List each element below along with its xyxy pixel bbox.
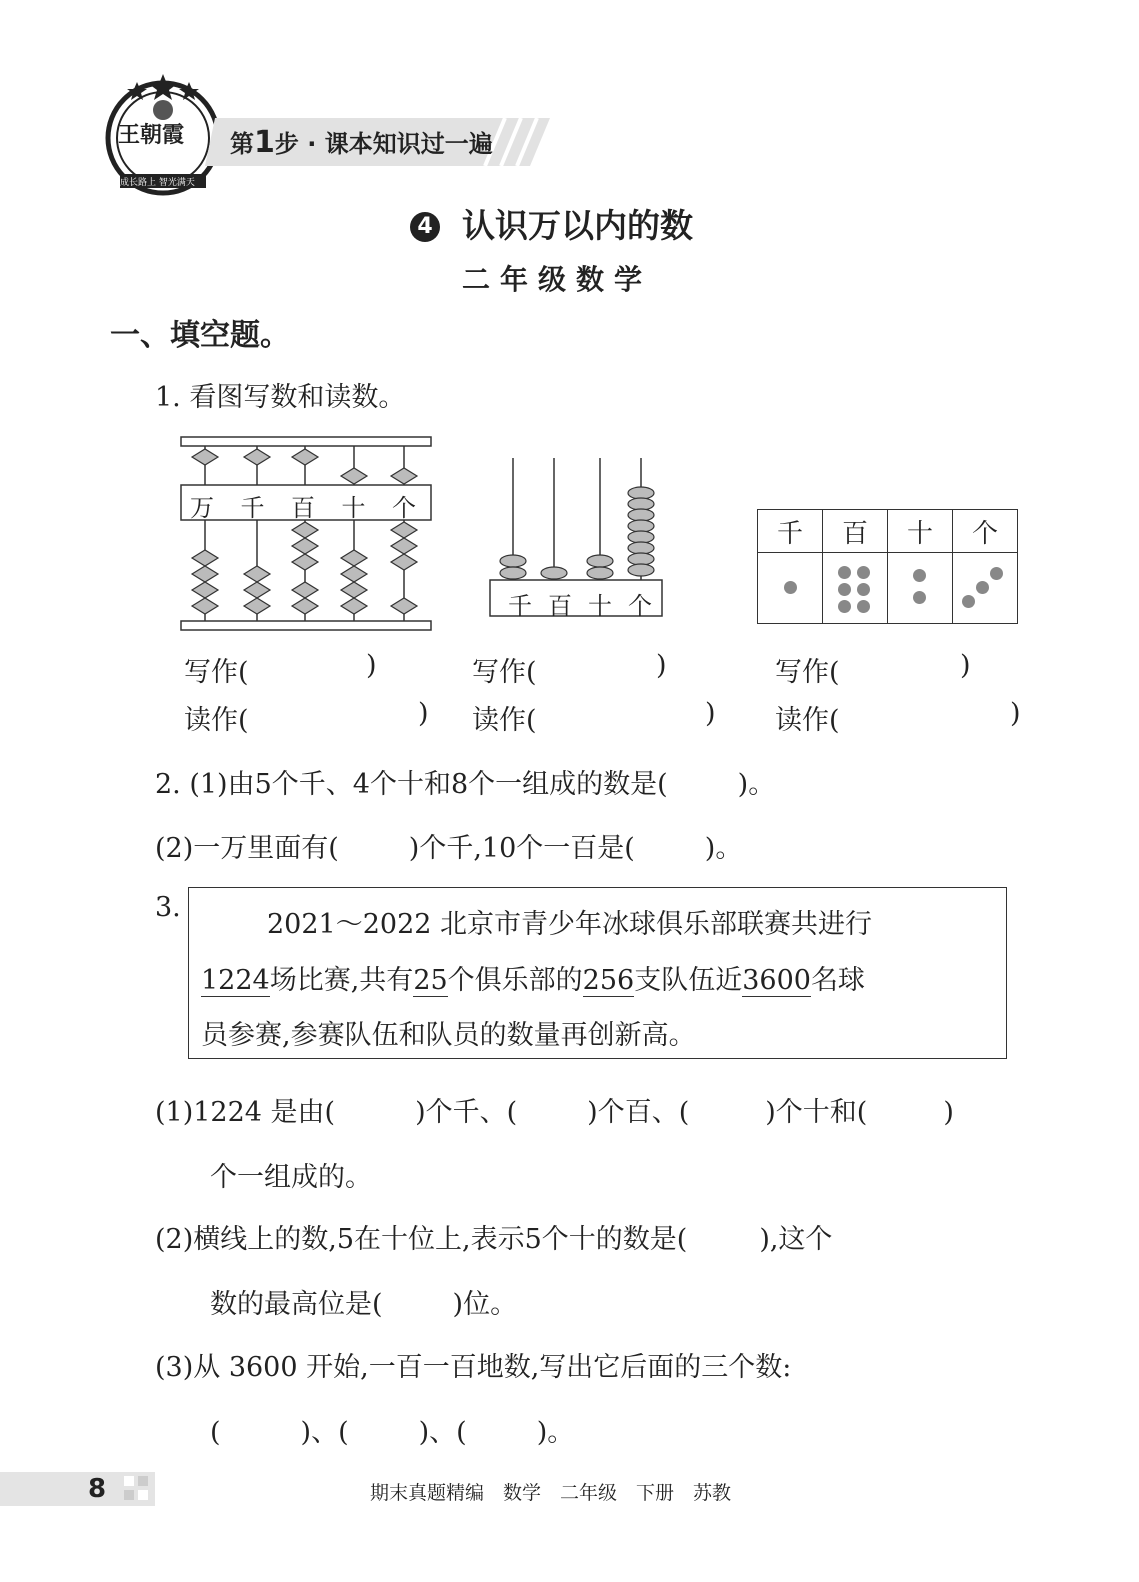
q3-number: 3.: [155, 892, 181, 923]
section-title: 一、填空题。: [110, 318, 290, 353]
q1-title: 1. 看图写数和读数。: [155, 382, 406, 413]
abacus-1-labels: [190, 488, 430, 523]
step-label: 第1步 · 课本知识过一遍: [230, 125, 493, 160]
q3-sub1: (1)1224 是由( )个千、( )个百、( )个十和( ): [155, 1097, 954, 1128]
q3-sub3-blanks: ( )、( )、( )。: [210, 1417, 575, 1448]
q3-passage-box: [188, 887, 1007, 1059]
q2-part1: 2. (1)由5个千、4个十和8个一组成的数是( )。: [155, 769, 776, 800]
abacus-label: 个: [392, 494, 416, 522]
abacus-label: 十: [341, 494, 366, 522]
q2-part2: (2)一万里面有( )个千,10个一百是( )。: [155, 833, 743, 864]
passage-line-1: 2021～2022 北京市青少年冰球俱乐部联赛共进行: [267, 909, 873, 940]
rod-label: 十: [588, 592, 612, 620]
logo-slogan: 成长路上 智光满天: [120, 178, 195, 188]
place-value-table: [757, 509, 1018, 624]
logo-text: 王朝霞: [118, 122, 185, 148]
abacus-label: 千: [240, 494, 265, 522]
rod-label: 百: [548, 592, 572, 620]
write-label-1: 写作(: [184, 657, 249, 688]
write-label-3: 写作(: [775, 657, 840, 688]
write-label-2: 写作(: [472, 657, 537, 688]
rod-label: 千: [508, 592, 532, 620]
rod-label: 个: [628, 592, 652, 620]
thousands-dots: [759, 554, 821, 622]
page-number: 8: [88, 1474, 107, 1504]
place-header: 百: [823, 510, 888, 553]
tens-dots: [889, 554, 951, 622]
q3-sub1-cont: 个一组成的。: [210, 1162, 372, 1193]
abacus-label: 万: [190, 494, 214, 522]
read-label-2: 读作(: [472, 705, 537, 736]
abacus-2-labels: [500, 586, 660, 621]
place-header: 千: [758, 510, 823, 553]
read-label-3: 读作(: [775, 705, 840, 736]
q3-sub2-cont: 数的最高位是( )位。: [210, 1289, 518, 1320]
passage-line-2: 1224场比赛,共有25个俱乐部的256支队伍近3600名球: [201, 965, 865, 996]
passage-line-3: 员参赛,参赛队伍和队员的数量再创新高。: [201, 1020, 696, 1051]
q3-sub3: (3)从 3600 开始,一百一百地数,写出它后面的三个数:: [155, 1352, 792, 1383]
lesson-subtitle: 二年级数学: [462, 263, 653, 296]
q3-sub2: (2)横线上的数,5在十位上,表示5个十的数是( ),这个: [155, 1224, 833, 1255]
lesson-title: 4 认识万以内的数: [410, 200, 693, 247]
place-header: 十: [888, 510, 953, 553]
hundreds-dots: [824, 554, 886, 622]
place-header: 个: [953, 510, 1018, 553]
footer-squares-icon: [122, 1472, 152, 1506]
footer-text: 期末真题精编 数学 二年级 下册 苏教: [370, 1482, 732, 1504]
ones-dots: [954, 554, 1016, 622]
abacus-label: 百: [291, 494, 315, 522]
read-label-1: 读作(: [184, 705, 249, 736]
abacus-5-rod: [180, 436, 432, 632]
lesson-number-badge: 4: [410, 212, 440, 242]
